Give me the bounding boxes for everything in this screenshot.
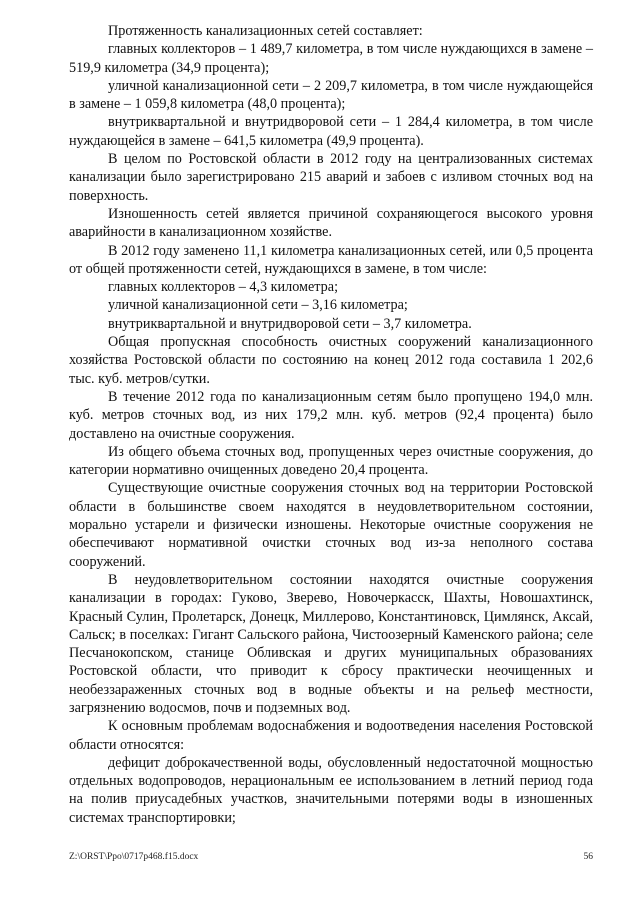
paragraph: главных коллекторов – 1 489,7 километра, в том числе нуждающихся в замене – 519,9 километра (34,9 процента); — [69, 41, 593, 76]
paragraph: Общая пропускная способность очистных сооружений канализационного хозяйства Ростовской области по состоянию на конец 2012 года составила 1 202,6 тыс. куб. метров/сутки. — [69, 334, 593, 387]
paragraph: В неудовлетворительном состоянии находятся очистные сооружения канализации в городах: Гуково, Зверево, Новочеркасск, Шахты, Новошахтинск, Красный Сулин, Пролетарск, Донецк, Миллерово, Константиновск, Цимлянск, Аксай, Сальск; в поселках: Гигант Сальского района, Чистоозерный Каменского района; селе Песчанокопском, станице Обливская и других муниципальных образованиях Ростовской области, что приводит к сбросу практически неочищенных и необеззараженных сточных вод в водные объекты и на рельеф местности, загрязнению водосмов, почв и подземных вод. — [69, 571, 593, 716]
paragraph: К основным проблемам водоснабжения и водоотведения населения Ростовской области относятся: — [69, 718, 593, 753]
footer-file-path: Z:\ORST\Ppo\0717p468.f15.docx — [69, 852, 199, 862]
paragraph: главных коллекторов – 4,3 километра; — [108, 279, 339, 296]
paragraph: В течение 2012 года по канализационным сетям было пропущено 194,0 млн. куб. метров сточных вод, из них 179,2 млн. куб. метров (92,4 процента) было доставлено на очистные сооружения. — [69, 388, 593, 442]
paragraph: уличной канализационной сети – 2 209,7 километра, в том числе нуждающейся в замене – 1 059,8 километра (48,0 процента); — [69, 77, 593, 113]
paragraph: В целом по Ростовской области в 2012 году на централизованных системах канализации было зарегистрировано 215 аварий и забоев с изливом сточных вод на поверхность. — [69, 151, 593, 204]
paragraph: Протяженность канализационных сетей составляет: — [108, 23, 423, 39]
paragraph: дефицит доброкачественной воды, обусловленный недостаточной мощностью отдельных водопроводов, нерациональным ее использованием в летний период года на полив приусадебных участков, значительными потерями воды в изношенных системах транспортировки; — [69, 754, 593, 826]
document-body — [69, 22, 593, 827]
paragraph: внутриквартальной и внутридворовой сети – 1 284,4 километра, в том числе нуждающейся в замене – 641,5 километра (49,9 процента). — [69, 114, 593, 149]
paragraph: уличной канализационной сети – 3,16 километра; — [108, 297, 408, 314]
paragraph: Из общего объема сточных вод, пропущенных через очистные сооружения, до категории нормативно очищенных доведено 20,4 процента. — [69, 443, 593, 479]
page-number: 56 — [583, 852, 593, 862]
paragraph: В 2012 году заменено 11,1 километра канализационных сетей, или 0,5 процента от общей протяженности сетей, нуждающихся в замене, в том числе: — [69, 242, 593, 277]
paragraph: внутриквартальной и внутридворовой сети – 3,7 километра. — [108, 315, 472, 332]
paragraph: Существующие очистные сооружения сточных вод на территории Ростовской области в большинстве своем находятся в неудовлетворительном состоянии, морально устарели и физически изношены. Некоторые очистные сооружения не обеспечивают нормативной очистки сточных вод из-за неполного состава сооружений. — [69, 480, 593, 570]
paragraph: Изношенность сетей является причиной сохраняющегося высокого уровня аварийности в канализационном хозяйстве. — [69, 205, 593, 241]
